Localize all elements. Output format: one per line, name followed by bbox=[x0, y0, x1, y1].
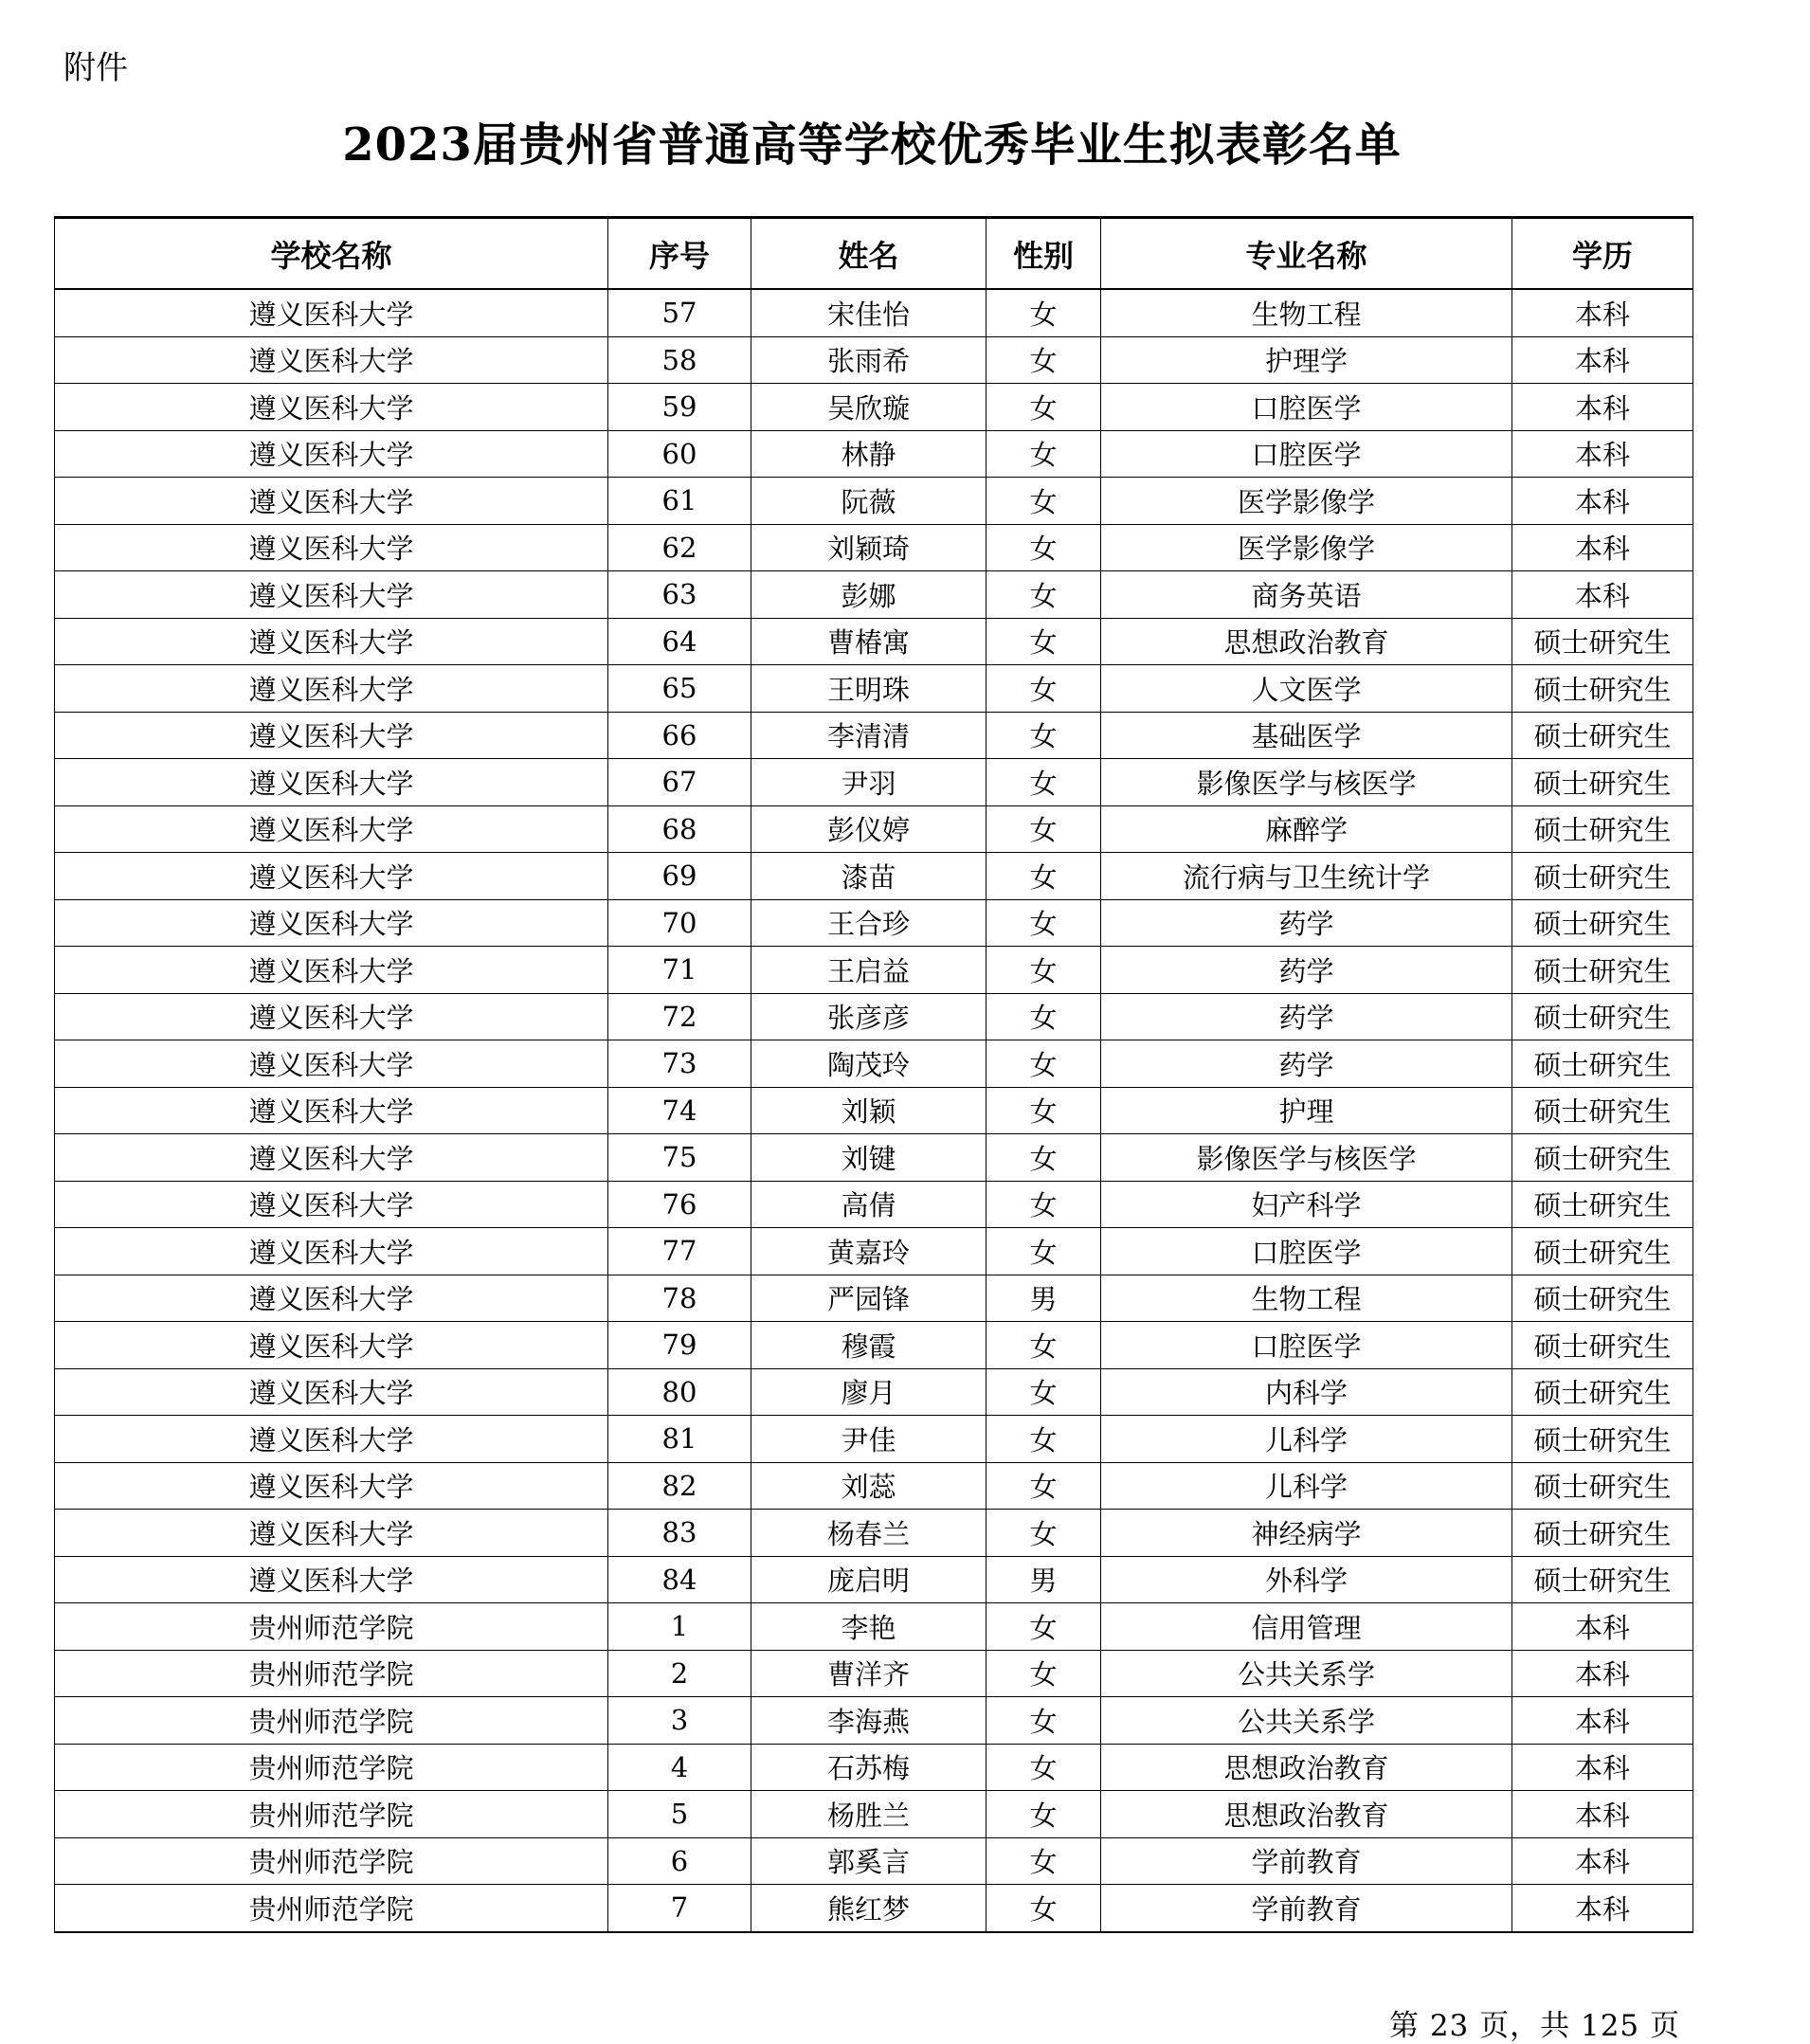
table-row bbox=[55, 1697, 1693, 1745]
major-cell: 学前教育 bbox=[1101, 1837, 1512, 1885]
degree-cell: 硕士研究生 bbox=[1512, 665, 1693, 713]
name-cell: 石苏梅 bbox=[751, 1744, 986, 1791]
header-school: 学校名称 bbox=[55, 218, 608, 290]
table-row bbox=[55, 1556, 1693, 1603]
major-cell: 儿科学 bbox=[1101, 1462, 1512, 1510]
gender-cell: 女 bbox=[986, 1040, 1101, 1088]
table-row bbox=[55, 759, 1693, 806]
name-cell: 刘键 bbox=[751, 1134, 986, 1182]
name-cell: 刘蕊 bbox=[751, 1462, 986, 1510]
table-row bbox=[55, 805, 1693, 853]
name-cell: 李艳 bbox=[751, 1603, 986, 1651]
degree-cell: 本科 bbox=[1512, 384, 1693, 431]
major-cell: 内科学 bbox=[1101, 1368, 1512, 1416]
gender-cell: 女 bbox=[986, 1603, 1101, 1651]
major-cell: 儿科学 bbox=[1101, 1416, 1512, 1463]
gender-cell: 女 bbox=[986, 853, 1101, 900]
number-cell: 77 bbox=[608, 1228, 751, 1275]
school-cell: 遵义医科大学 bbox=[55, 759, 608, 806]
major-cell: 外科学 bbox=[1101, 1556, 1512, 1603]
gender-cell: 女 bbox=[986, 1510, 1101, 1557]
table-row bbox=[55, 430, 1693, 478]
number-cell: 59 bbox=[608, 384, 751, 431]
name-cell: 王启益 bbox=[751, 947, 986, 994]
header-gender: 性别 bbox=[986, 218, 1101, 290]
table-row bbox=[55, 1462, 1693, 1510]
number-cell: 84 bbox=[608, 1556, 751, 1603]
major-cell: 影像医学与核医学 bbox=[1101, 759, 1512, 806]
name-cell: 郭奚言 bbox=[751, 1837, 986, 1885]
school-cell: 遵义医科大学 bbox=[55, 571, 608, 619]
degree-cell: 本科 bbox=[1512, 1650, 1693, 1697]
major-cell: 麻醉学 bbox=[1101, 805, 1512, 853]
gender-cell: 女 bbox=[986, 1368, 1101, 1416]
name-cell: 王合珍 bbox=[751, 899, 986, 947]
major-cell: 口腔医学 bbox=[1101, 1322, 1512, 1369]
school-cell: 遵义医科大学 bbox=[55, 336, 608, 384]
number-cell: 3 bbox=[608, 1697, 751, 1745]
table-row bbox=[55, 1087, 1693, 1134]
gender-cell: 女 bbox=[986, 1462, 1101, 1510]
table-body bbox=[55, 289, 1693, 1932]
school-cell: 遵义医科大学 bbox=[55, 1040, 608, 1088]
gender-cell: 女 bbox=[986, 993, 1101, 1040]
name-cell: 彭仪婷 bbox=[751, 805, 986, 853]
major-cell: 口腔医学 bbox=[1101, 430, 1512, 478]
major-cell: 药学 bbox=[1101, 1040, 1512, 1088]
major-cell: 流行病与卫生统计学 bbox=[1101, 853, 1512, 900]
table-row bbox=[55, 336, 1693, 384]
name-cell: 曹洋齐 bbox=[751, 1650, 986, 1697]
major-cell: 生物工程 bbox=[1101, 289, 1512, 336]
major-cell: 护理 bbox=[1101, 1087, 1512, 1134]
major-cell: 妇产科学 bbox=[1101, 1181, 1512, 1228]
gender-cell: 女 bbox=[986, 618, 1101, 665]
number-cell: 1 bbox=[608, 1603, 751, 1651]
name-cell: 吴欣璇 bbox=[751, 384, 986, 431]
gender-cell: 女 bbox=[986, 1791, 1101, 1838]
school-cell: 贵州师范学院 bbox=[55, 1744, 608, 1791]
gender-cell: 女 bbox=[986, 336, 1101, 384]
table-row bbox=[55, 1368, 1693, 1416]
number-cell: 57 bbox=[608, 289, 751, 336]
school-cell: 遵义医科大学 bbox=[55, 805, 608, 853]
major-cell: 神经病学 bbox=[1101, 1510, 1512, 1557]
number-cell: 79 bbox=[608, 1322, 751, 1369]
name-cell: 高倩 bbox=[751, 1181, 986, 1228]
degree-cell: 本科 bbox=[1512, 1837, 1693, 1885]
name-cell: 刘颖 bbox=[751, 1087, 986, 1134]
major-cell: 口腔医学 bbox=[1101, 384, 1512, 431]
number-cell: 63 bbox=[608, 571, 751, 619]
degree-cell: 硕士研究生 bbox=[1512, 853, 1693, 900]
major-cell: 思想政治教育 bbox=[1101, 1744, 1512, 1791]
degree-cell: 本科 bbox=[1512, 430, 1693, 478]
degree-cell: 本科 bbox=[1512, 1603, 1693, 1651]
degree-cell: 本科 bbox=[1512, 1697, 1693, 1745]
gender-cell: 女 bbox=[986, 1181, 1101, 1228]
gender-cell: 女 bbox=[986, 478, 1101, 525]
degree-cell: 硕士研究生 bbox=[1512, 712, 1693, 759]
school-cell: 遵义医科大学 bbox=[55, 1322, 608, 1369]
page-number: 第 23 页，共 125 页 bbox=[1388, 2009, 1680, 2043]
degree-cell: 硕士研究生 bbox=[1512, 947, 1693, 994]
table-row bbox=[55, 1744, 1693, 1791]
gender-cell: 女 bbox=[986, 665, 1101, 713]
table-row bbox=[55, 1040, 1693, 1088]
major-cell: 基础医学 bbox=[1101, 712, 1512, 759]
school-cell: 遵义医科大学 bbox=[55, 289, 608, 336]
degree-cell: 硕士研究生 bbox=[1512, 618, 1693, 665]
degree-cell: 硕士研究生 bbox=[1512, 1462, 1693, 1510]
school-cell: 贵州师范学院 bbox=[55, 1885, 608, 1932]
major-cell: 口腔医学 bbox=[1101, 1228, 1512, 1275]
page-title: 2023届贵州省普通高等学校优秀毕业生拟表彰名单 bbox=[342, 118, 1402, 172]
number-cell: 76 bbox=[608, 1181, 751, 1228]
number-cell: 58 bbox=[608, 336, 751, 384]
name-cell: 尹羽 bbox=[751, 759, 986, 806]
gender-cell: 女 bbox=[986, 384, 1101, 431]
table-row bbox=[55, 1837, 1693, 1885]
gender-cell: 女 bbox=[986, 1650, 1101, 1697]
gender-cell: 女 bbox=[986, 805, 1101, 853]
number-cell: 2 bbox=[608, 1650, 751, 1697]
table-header-row bbox=[55, 218, 1693, 290]
number-cell: 72 bbox=[608, 993, 751, 1040]
school-cell: 遵义医科大学 bbox=[55, 478, 608, 525]
header-degree: 学历 bbox=[1512, 218, 1693, 290]
school-cell: 遵义医科大学 bbox=[55, 712, 608, 759]
major-cell: 学前教育 bbox=[1101, 1885, 1512, 1932]
name-cell: 熊红梦 bbox=[751, 1885, 986, 1932]
school-cell: 贵州师范学院 bbox=[55, 1791, 608, 1838]
school-cell: 遵义医科大学 bbox=[55, 853, 608, 900]
number-cell: 61 bbox=[608, 478, 751, 525]
name-cell: 张彦彦 bbox=[751, 993, 986, 1040]
degree-cell: 硕士研究生 bbox=[1512, 1510, 1693, 1557]
gender-cell: 女 bbox=[986, 1837, 1101, 1885]
name-cell: 陶茂玲 bbox=[751, 1040, 986, 1088]
table-row bbox=[55, 947, 1693, 994]
table-row bbox=[55, 478, 1693, 525]
name-cell: 杨春兰 bbox=[751, 1510, 986, 1557]
number-cell: 5 bbox=[608, 1791, 751, 1838]
school-cell: 遵义医科大学 bbox=[55, 1368, 608, 1416]
major-cell: 人文医学 bbox=[1101, 665, 1512, 713]
gender-cell: 女 bbox=[986, 524, 1101, 571]
school-cell: 贵州师范学院 bbox=[55, 1603, 608, 1651]
major-cell: 思想政治教育 bbox=[1101, 1791, 1512, 1838]
gender-cell: 女 bbox=[986, 1087, 1101, 1134]
degree-cell: 硕士研究生 bbox=[1512, 1040, 1693, 1088]
name-cell: 张雨希 bbox=[751, 336, 986, 384]
name-cell: 林静 bbox=[751, 430, 986, 478]
name-cell: 曹椿寓 bbox=[751, 618, 986, 665]
degree-cell: 硕士研究生 bbox=[1512, 993, 1693, 1040]
school-cell: 遵义医科大学 bbox=[55, 618, 608, 665]
degree-cell: 硕士研究生 bbox=[1512, 1275, 1693, 1322]
number-cell: 60 bbox=[608, 430, 751, 478]
gender-cell: 女 bbox=[986, 1744, 1101, 1791]
school-cell: 遵义医科大学 bbox=[55, 1134, 608, 1182]
number-cell: 82 bbox=[608, 1462, 751, 1510]
degree-cell: 硕士研究生 bbox=[1512, 759, 1693, 806]
table-row bbox=[55, 1603, 1693, 1651]
major-cell: 思想政治教育 bbox=[1101, 618, 1512, 665]
school-cell: 遵义医科大学 bbox=[55, 524, 608, 571]
degree-cell: 硕士研究生 bbox=[1512, 1322, 1693, 1369]
table-row bbox=[55, 618, 1693, 665]
name-cell: 穆霞 bbox=[751, 1322, 986, 1369]
table-row bbox=[55, 1181, 1693, 1228]
major-cell: 医学影像学 bbox=[1101, 524, 1512, 571]
school-cell: 遵义医科大学 bbox=[55, 1510, 608, 1557]
gender-cell: 女 bbox=[986, 899, 1101, 947]
name-cell: 阮薇 bbox=[751, 478, 986, 525]
number-cell: 62 bbox=[608, 524, 751, 571]
school-cell: 遵义医科大学 bbox=[55, 665, 608, 713]
name-cell: 王明珠 bbox=[751, 665, 986, 713]
gender-cell: 女 bbox=[986, 712, 1101, 759]
number-cell: 70 bbox=[608, 899, 751, 947]
gender-cell: 男 bbox=[986, 1275, 1101, 1322]
gender-cell: 男 bbox=[986, 1556, 1101, 1603]
degree-cell: 硕士研究生 bbox=[1512, 1087, 1693, 1134]
gender-cell: 女 bbox=[986, 1134, 1101, 1182]
degree-cell: 硕士研究生 bbox=[1512, 1556, 1693, 1603]
school-cell: 遵义医科大学 bbox=[55, 1228, 608, 1275]
degree-cell: 本科 bbox=[1512, 1744, 1693, 1791]
table-row bbox=[55, 665, 1693, 713]
number-cell: 7 bbox=[608, 1885, 751, 1932]
gender-cell: 女 bbox=[986, 1228, 1101, 1275]
major-cell: 信用管理 bbox=[1101, 1603, 1512, 1651]
gender-cell: 女 bbox=[986, 289, 1101, 336]
number-cell: 68 bbox=[608, 805, 751, 853]
table-row bbox=[55, 524, 1693, 571]
major-cell: 公共关系学 bbox=[1101, 1697, 1512, 1745]
degree-cell: 硕士研究生 bbox=[1512, 1134, 1693, 1182]
degree-cell: 硕士研究生 bbox=[1512, 1368, 1693, 1416]
table-row bbox=[55, 899, 1693, 947]
table-row bbox=[55, 571, 1693, 619]
major-cell: 护理学 bbox=[1101, 336, 1512, 384]
table-row bbox=[55, 1885, 1693, 1932]
gender-cell: 女 bbox=[986, 759, 1101, 806]
number-cell: 65 bbox=[608, 665, 751, 713]
school-cell: 遵义医科大学 bbox=[55, 899, 608, 947]
major-cell: 药学 bbox=[1101, 993, 1512, 1040]
name-cell: 宋佳怡 bbox=[751, 289, 986, 336]
school-cell: 遵义医科大学 bbox=[55, 947, 608, 994]
name-cell: 刘颖琦 bbox=[751, 524, 986, 571]
degree-cell: 本科 bbox=[1512, 1885, 1693, 1932]
degree-cell: 本科 bbox=[1512, 1791, 1693, 1838]
degree-cell: 本科 bbox=[1512, 336, 1693, 384]
table-row bbox=[55, 1650, 1693, 1697]
degree-cell: 硕士研究生 bbox=[1512, 899, 1693, 947]
attachment-label: 附件 bbox=[63, 49, 128, 87]
name-cell: 李海燕 bbox=[751, 1697, 986, 1745]
header-name: 姓名 bbox=[751, 218, 986, 290]
degree-cell: 硕士研究生 bbox=[1512, 1181, 1693, 1228]
name-cell: 庞启明 bbox=[751, 1556, 986, 1603]
number-cell: 71 bbox=[608, 947, 751, 994]
name-cell: 漆苗 bbox=[751, 853, 986, 900]
number-cell: 78 bbox=[608, 1275, 751, 1322]
gender-cell: 女 bbox=[986, 1322, 1101, 1369]
table-row bbox=[55, 289, 1693, 336]
table-row bbox=[55, 853, 1693, 900]
major-cell: 医学影像学 bbox=[1101, 478, 1512, 525]
school-cell: 遵义医科大学 bbox=[55, 1416, 608, 1463]
gender-cell: 女 bbox=[986, 1697, 1101, 1745]
gender-cell: 女 bbox=[986, 947, 1101, 994]
header-major: 专业名称 bbox=[1101, 218, 1512, 290]
name-cell: 严园锋 bbox=[751, 1275, 986, 1322]
number-cell: 4 bbox=[608, 1744, 751, 1791]
school-cell: 遵义医科大学 bbox=[55, 993, 608, 1040]
honoree-table bbox=[54, 216, 1693, 1933]
number-cell: 64 bbox=[608, 618, 751, 665]
number-cell: 73 bbox=[608, 1040, 751, 1088]
number-cell: 67 bbox=[608, 759, 751, 806]
number-cell: 6 bbox=[608, 1837, 751, 1885]
table-row bbox=[55, 1322, 1693, 1369]
table-row bbox=[55, 1228, 1693, 1275]
school-cell: 贵州师范学院 bbox=[55, 1650, 608, 1697]
number-cell: 80 bbox=[608, 1368, 751, 1416]
number-cell: 69 bbox=[608, 853, 751, 900]
number-cell: 74 bbox=[608, 1087, 751, 1134]
gender-cell: 女 bbox=[986, 571, 1101, 619]
school-cell: 遵义医科大学 bbox=[55, 1275, 608, 1322]
major-cell: 药学 bbox=[1101, 899, 1512, 947]
school-cell: 遵义医科大学 bbox=[55, 1462, 608, 1510]
gender-cell: 女 bbox=[986, 1416, 1101, 1463]
name-cell: 李清清 bbox=[751, 712, 986, 759]
major-cell: 公共关系学 bbox=[1101, 1650, 1512, 1697]
name-cell: 杨胜兰 bbox=[751, 1791, 986, 1838]
school-cell: 遵义医科大学 bbox=[55, 430, 608, 478]
major-cell: 商务英语 bbox=[1101, 571, 1512, 619]
name-cell: 廖月 bbox=[751, 1368, 986, 1416]
table-row bbox=[55, 993, 1693, 1040]
table-row bbox=[55, 1416, 1693, 1463]
number-cell: 66 bbox=[608, 712, 751, 759]
table-row bbox=[55, 384, 1693, 431]
school-cell: 遵义医科大学 bbox=[55, 1181, 608, 1228]
header-number: 序号 bbox=[608, 218, 751, 290]
table-row bbox=[55, 1275, 1693, 1322]
table-row bbox=[55, 1510, 1693, 1557]
table-row bbox=[55, 1791, 1693, 1838]
number-cell: 75 bbox=[608, 1134, 751, 1182]
major-cell: 影像医学与核医学 bbox=[1101, 1134, 1512, 1182]
name-cell: 尹佳 bbox=[751, 1416, 986, 1463]
degree-cell: 本科 bbox=[1512, 478, 1693, 525]
degree-cell: 本科 bbox=[1512, 571, 1693, 619]
degree-cell: 硕士研究生 bbox=[1512, 805, 1693, 853]
table-row bbox=[55, 712, 1693, 759]
number-cell: 81 bbox=[608, 1416, 751, 1463]
degree-cell: 本科 bbox=[1512, 524, 1693, 571]
degree-cell: 硕士研究生 bbox=[1512, 1416, 1693, 1463]
number-cell: 83 bbox=[608, 1510, 751, 1557]
major-cell: 生物工程 bbox=[1101, 1275, 1512, 1322]
school-cell: 遵义医科大学 bbox=[55, 1556, 608, 1603]
table-row bbox=[55, 1134, 1693, 1182]
school-cell: 遵义医科大学 bbox=[55, 1087, 608, 1134]
gender-cell: 女 bbox=[986, 430, 1101, 478]
name-cell: 彭娜 bbox=[751, 571, 986, 619]
school-cell: 贵州师范学院 bbox=[55, 1697, 608, 1745]
degree-cell: 本科 bbox=[1512, 289, 1693, 336]
school-cell: 遵义医科大学 bbox=[55, 384, 608, 431]
gender-cell: 女 bbox=[986, 1885, 1101, 1932]
major-cell: 药学 bbox=[1101, 947, 1512, 994]
degree-cell: 硕士研究生 bbox=[1512, 1228, 1693, 1275]
school-cell: 贵州师范学院 bbox=[55, 1837, 608, 1885]
name-cell: 黄嘉玲 bbox=[751, 1228, 986, 1275]
